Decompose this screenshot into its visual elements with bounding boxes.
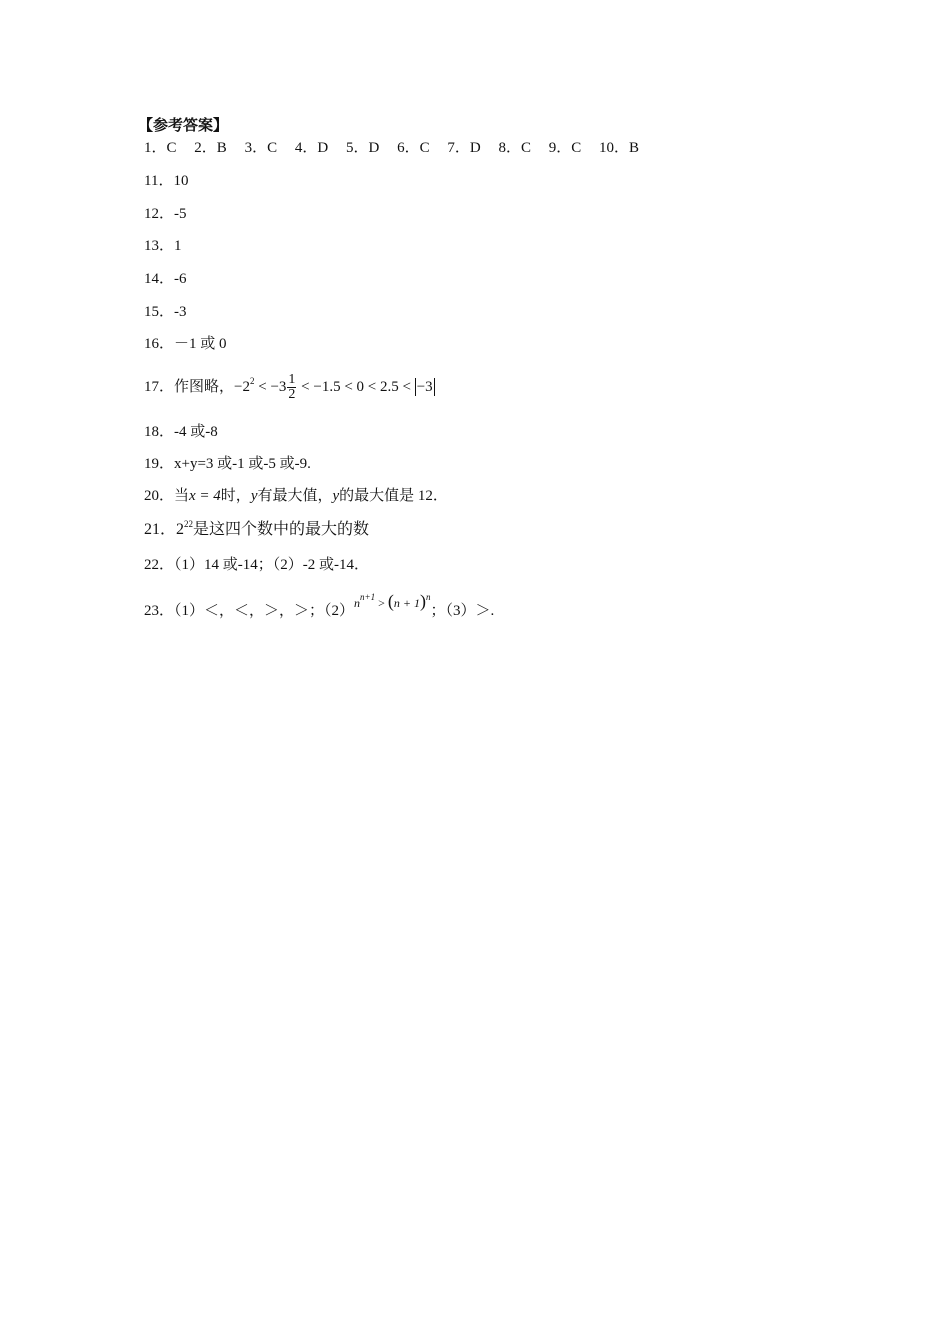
answer-15: 15．-3 bbox=[144, 304, 187, 320]
multiple-choice-answers bbox=[144, 138, 653, 158]
answer-heading: 【参考答案】 bbox=[138, 118, 229, 134]
mc-answer-4: 4．D bbox=[294, 140, 329, 156]
answer-12: 12．-5 bbox=[144, 206, 187, 222]
answer-14: 14．-6 bbox=[144, 271, 187, 287]
fraction-one-half: $\frac{1}{2}$ bbox=[288, 372, 296, 403]
mc-answer-8: 8．C bbox=[498, 140, 531, 156]
answer-22: 22．（1）14 或-14；（2）-2 或-14． bbox=[144, 557, 369, 573]
mc-answer-3: 3．C bbox=[244, 140, 278, 156]
mc-answer-9: 9．C bbox=[548, 140, 582, 156]
power-two-22: $2^{22}$ bbox=[176, 519, 194, 538]
mc-answer-10: 10．B bbox=[599, 140, 640, 156]
answer-11: 11．10 bbox=[144, 173, 189, 189]
answer-19: 19．x+y=3 或-1 或-5 或-9. bbox=[144, 456, 311, 472]
mc-answer-2: 2．B bbox=[194, 140, 227, 156]
answer-16: 16．－1 或 0 bbox=[144, 336, 227, 352]
mc-answer-7: 7．D bbox=[447, 140, 481, 156]
mc-answer-1: 1．C bbox=[144, 140, 177, 156]
mc-answer-6: 6．C bbox=[397, 140, 430, 156]
answer-21: 21．$2^{22}$是这四个数中的最大的数 bbox=[144, 519, 370, 538]
mc-answer-5: 5．D bbox=[345, 140, 380, 156]
answer-17-prefix: 17．作图略， bbox=[144, 379, 235, 395]
answer-17-inequality: $-2^2 < -3$ $\frac{1}{2}$ < −1.5 < 0 < 2.5 < −3 bbox=[234, 372, 433, 403]
answer-23: 23．（1）＜，＜，＞，＞；$(2)^{n^{n+1} > (n + 1)^n}$；（3）＞. bbox=[144, 591, 495, 619]
answer-23-inequality: nn+1 > (n + 1)n bbox=[354, 591, 431, 611]
answer-13: 13．1 bbox=[144, 238, 182, 254]
answer-18: 18．-4 或-8 bbox=[144, 424, 218, 440]
absolute-value: −3 bbox=[416, 379, 433, 395]
answer-20-condition: x = 4 bbox=[189, 488, 221, 504]
answer-20: 20．当x = 4时，y有最大值，y的最大值是 12． bbox=[144, 488, 448, 504]
answer-17 bbox=[144, 370, 435, 404]
